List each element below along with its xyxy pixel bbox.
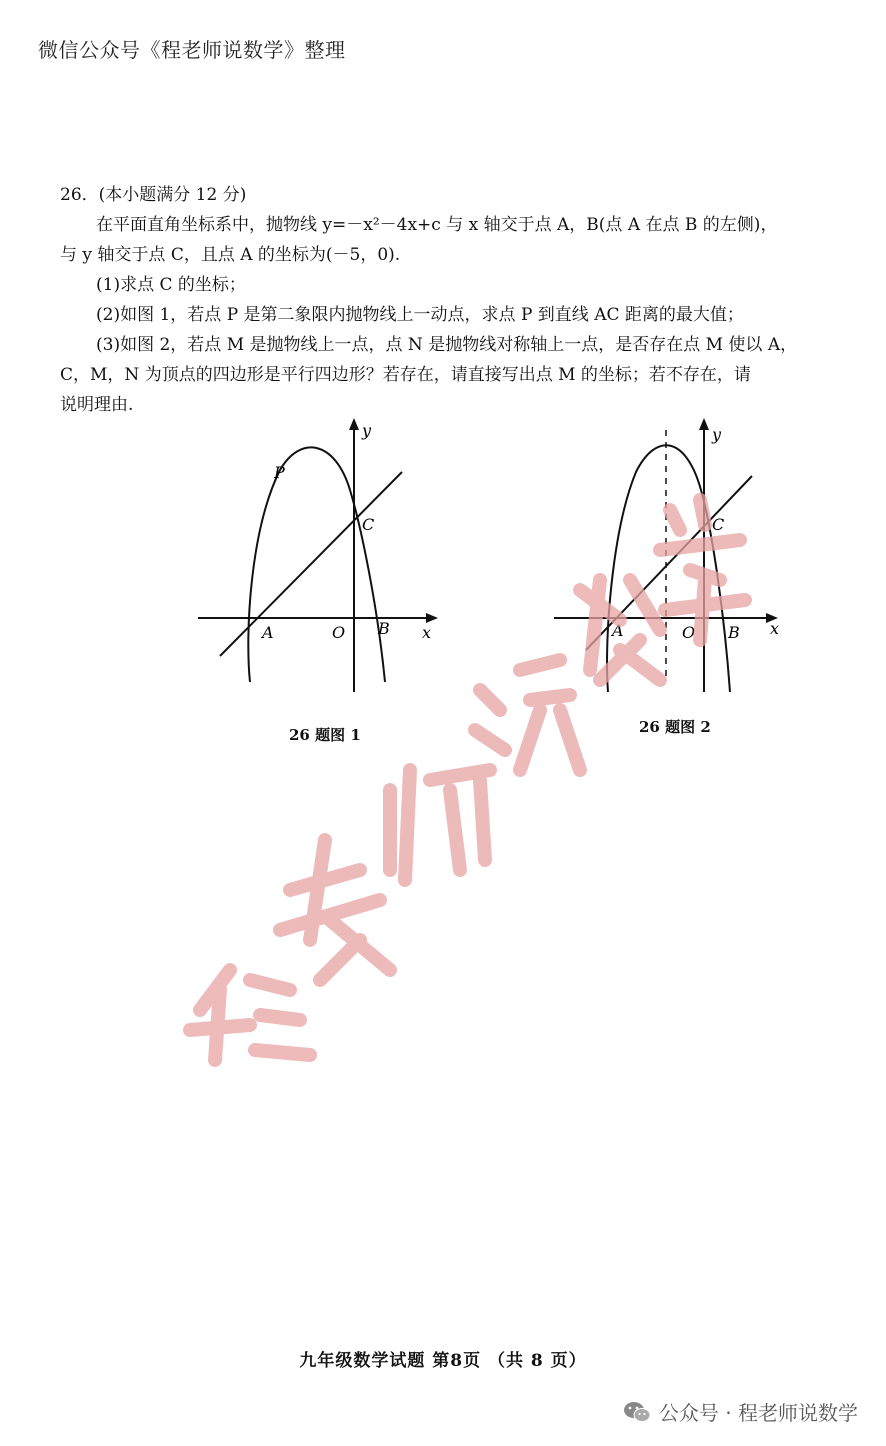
wechat-account-tag bbox=[623, 1397, 858, 1426]
problem-stem-line2: 与 y 轴交于点 C，且点 A 的坐标为(－5，0). bbox=[60, 245, 401, 265]
fig2-y-arrow bbox=[699, 418, 709, 430]
figure-1-caption: 26 题图 1 bbox=[289, 726, 361, 744]
problem-part3-line3: 说明理由. bbox=[60, 395, 134, 415]
source-note: 微信公众号《程老师说数学》整理 bbox=[38, 38, 346, 62]
fig1-label-x: x bbox=[422, 623, 432, 642]
wechat-account-text: 公众号 · 程老师说数学 bbox=[658, 1401, 858, 1425]
fig1-label-c: C bbox=[362, 515, 375, 534]
problem-part3-line2: C，M，N 为顶点的四边形是平行四边形？若存在，请直接写出点 M 的坐标；若不存在，请 bbox=[60, 365, 751, 385]
problem-26 bbox=[60, 180, 850, 420]
fig2-label-o: O bbox=[682, 623, 696, 642]
fig1-y-arrow bbox=[349, 418, 359, 430]
problem-part2: (2)如图 1，若点 P 是第二象限内抛物线上一动点，求点 P 到直线 AC 距离的最大值； bbox=[96, 305, 744, 325]
fig2-label-x: x bbox=[770, 619, 780, 638]
fig2-label-b: B bbox=[728, 623, 740, 642]
wechat-icon bbox=[623, 1401, 651, 1423]
fig2-label-a: A bbox=[612, 621, 624, 640]
fig2-label-y: y bbox=[712, 425, 722, 444]
fig1-label-p: P bbox=[274, 463, 285, 482]
problem-part3-line1: (3)如图 2，若点 M 是抛物线上一点，点 N 是抛物线对称轴上一点，是否存在点 M 使以 A， bbox=[96, 335, 798, 355]
fig2-parabola bbox=[607, 445, 730, 692]
fig1-x-arrow bbox=[426, 613, 438, 623]
figure-1 bbox=[190, 410, 450, 700]
figure-2 bbox=[546, 410, 806, 700]
fig1-line-ac bbox=[220, 472, 402, 656]
fig1-label-a: A bbox=[262, 623, 274, 642]
page-footer: 九年级数学试题 第8页 （共 8 页） bbox=[299, 1351, 587, 1371]
fig1-label-y: y bbox=[362, 421, 372, 440]
figure-2-caption: 26 题图 2 bbox=[639, 718, 711, 736]
fig2-label-c: C bbox=[712, 515, 725, 534]
problem-part1: (1)求点 C 的坐标； bbox=[96, 275, 246, 295]
fig1-parabola bbox=[248, 447, 385, 682]
problem-title: 26．(本小题满分 12 分) bbox=[60, 185, 247, 205]
fig1-label-b: B bbox=[378, 619, 390, 638]
fig1-label-o: O bbox=[332, 623, 346, 642]
problem-stem-line1: 在平面直角坐标系中，抛物线 y=－x²－4x+c 与 x 轴交于点 A，B(点 A 在点 B 的左侧)， bbox=[96, 215, 778, 235]
